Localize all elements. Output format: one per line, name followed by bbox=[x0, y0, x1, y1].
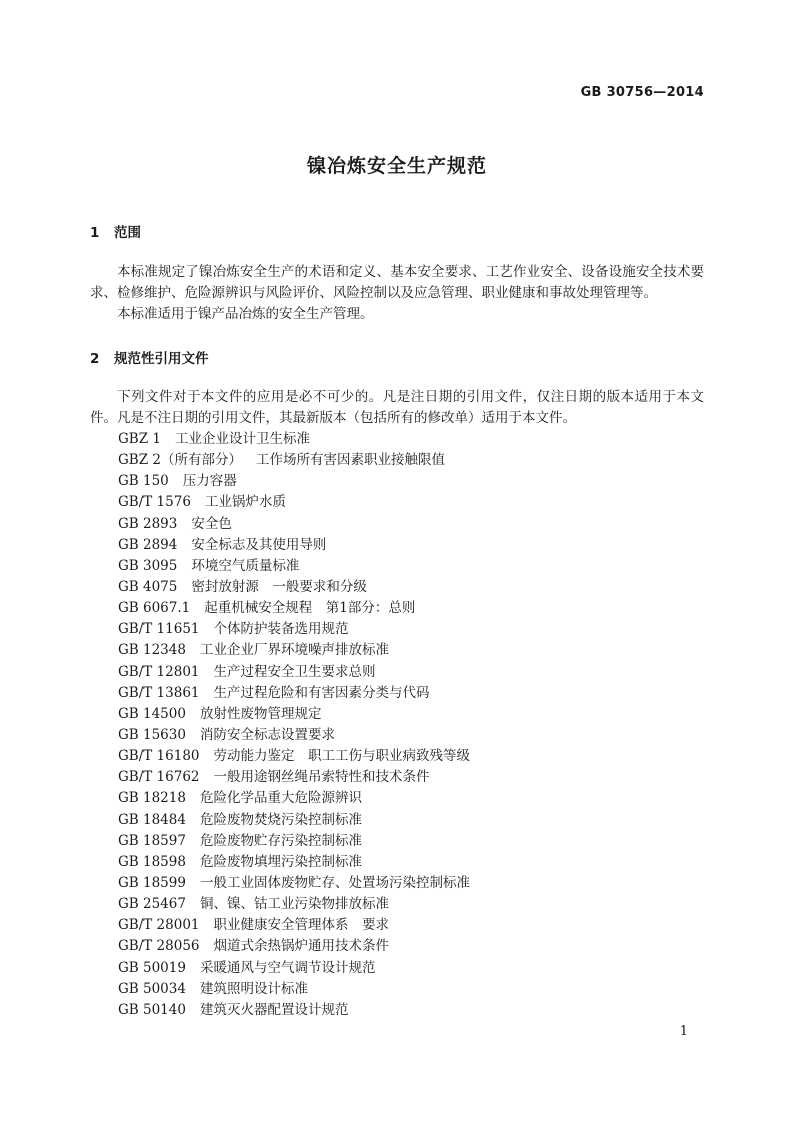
reference-title: 烟道式余热锅炉通用技术条件 bbox=[213, 938, 389, 955]
reference-code: GB 18484 bbox=[118, 811, 186, 828]
reference-title: 工业企业厂界环境噪声排放标准 bbox=[199, 642, 389, 659]
reference-item bbox=[118, 1000, 470, 1021]
reference-item bbox=[118, 873, 470, 894]
reference-title: 危险废物填埋污染控制标准 bbox=[199, 853, 362, 870]
reference-code: GB 2894 bbox=[118, 536, 178, 553]
reference-code: GB/T 16762 bbox=[118, 769, 200, 786]
reference-title: 工业企业设计卫生标准 bbox=[174, 431, 310, 447]
reference-item bbox=[118, 894, 470, 915]
standard-number: GB 30756—2014 bbox=[580, 85, 704, 100]
reference-code: GB 12348 bbox=[118, 642, 186, 659]
reference-item bbox=[118, 619, 470, 640]
reference-code: GBZ 1 bbox=[118, 431, 161, 447]
reference-title: 劳动能力鉴定 职工工伤与职业病致残等级 bbox=[213, 748, 470, 765]
reference-item bbox=[118, 810, 470, 831]
reference-code: GB/T 1576 bbox=[118, 494, 191, 511]
reference-code: GB 18597 bbox=[118, 832, 186, 849]
reference-code: GB 150 bbox=[118, 473, 169, 490]
reference-item bbox=[118, 746, 470, 767]
reference-title: 个体防护装备选用规范 bbox=[213, 621, 349, 638]
page-number: 1 bbox=[679, 1024, 688, 1039]
reference-item bbox=[118, 556, 470, 577]
reference-code: GBZ 2（所有部分） bbox=[118, 452, 242, 469]
reference-title: 工作场所有害因素职业接触限值 bbox=[255, 452, 445, 469]
reference-code: GB 3095 bbox=[118, 557, 178, 574]
reference-item bbox=[118, 492, 470, 513]
reference-code: GB/T 28056 bbox=[118, 938, 200, 955]
reference-item bbox=[118, 662, 470, 683]
section-heading-scope bbox=[90, 221, 141, 241]
section-title: 规范性引用文件 bbox=[114, 351, 209, 367]
reference-item bbox=[118, 979, 470, 1000]
section-number: 2 bbox=[90, 351, 100, 367]
reference-title: 铜、镍、钴工业污染物排放标准 bbox=[199, 896, 389, 913]
reference-item bbox=[118, 683, 470, 704]
scope-paragraph: 本标准适用于镍产品冶炼的安全生产管理。 bbox=[117, 306, 374, 322]
reference-item bbox=[118, 450, 470, 471]
reference-title: 危险化学品重大危险源辨识 bbox=[199, 790, 362, 807]
reference-code: GB 2893 bbox=[118, 515, 178, 532]
reference-code: GB/T 12801 bbox=[118, 663, 200, 680]
reference-title: 建筑灭火器配置设计规范 bbox=[199, 1001, 349, 1018]
reference-item bbox=[118, 788, 470, 809]
reference-title: 采暖通风与空气调节设计规范 bbox=[199, 959, 376, 976]
reference-code: GB 4075 bbox=[118, 578, 178, 595]
reference-code: GB 6067.1 bbox=[118, 600, 191, 617]
reference-code: GB/T 28001 bbox=[118, 917, 200, 934]
reference-item bbox=[118, 831, 470, 852]
reference-code: GB 25467 bbox=[118, 896, 186, 913]
reference-title: 密封放射源 一般要求和分级 bbox=[191, 578, 367, 595]
reference-title: 危险废物焚烧污染控制标准 bbox=[199, 811, 362, 828]
reference-code: GB 50140 bbox=[118, 1001, 186, 1018]
reference-item bbox=[118, 598, 470, 619]
section-heading-normative-references bbox=[90, 347, 209, 367]
reference-item bbox=[118, 577, 470, 598]
reference-item bbox=[118, 471, 470, 492]
reference-code: GB 18598 bbox=[118, 853, 186, 870]
document-title: 镍冶炼安全生产规范 bbox=[306, 155, 487, 177]
scope-paragraph: 本标准规定了镍冶炼安全生产的术语和定义、基本安全要求、工艺作业安全、设备设施安全技术要求、检修维护、危险源辨识与风险评价、风险控制以及应急管理、职业健康和事故处理管理等。 bbox=[90, 264, 704, 301]
reference-title: 起重机械安全规程 第1部分：总则 bbox=[204, 600, 416, 617]
reference-item bbox=[118, 915, 470, 936]
references-intro-paragraph: 下列文件对于本文件的应用是必不可少的。凡是注日期的引用文件，仅注日期的版本适用于本文件。凡是不注日期的引用文件，其最新版本（包括所有的修改单）适用于本文件。 bbox=[90, 389, 704, 426]
reference-item bbox=[118, 852, 470, 873]
reference-item bbox=[118, 535, 470, 556]
reference-title: 消防安全标志设置要求 bbox=[199, 726, 335, 743]
reference-code: GB 18218 bbox=[118, 790, 186, 807]
reference-code: GB 50019 bbox=[118, 959, 186, 976]
reference-code: GB 18599 bbox=[118, 874, 186, 891]
reference-item bbox=[118, 514, 470, 535]
reference-item bbox=[118, 936, 470, 957]
reference-title: 职业健康安全管理体系 要求 bbox=[213, 917, 389, 934]
section-title: 范围 bbox=[114, 225, 141, 241]
reference-title: 安全标志及其使用导则 bbox=[191, 536, 327, 553]
reference-code: GB 50034 bbox=[118, 980, 186, 997]
reference-code: GB 14500 bbox=[118, 705, 186, 722]
reference-code: GB/T 13861 bbox=[118, 684, 200, 701]
reference-title: 生产过程危险和有害因素分类与代码 bbox=[213, 684, 430, 701]
section-number: 1 bbox=[90, 225, 100, 241]
reference-item bbox=[118, 767, 470, 788]
reference-code: GB/T 16180 bbox=[118, 748, 200, 765]
reference-item bbox=[118, 429, 470, 450]
reference-title: 一般用途钢丝绳吊索特性和技术条件 bbox=[213, 769, 430, 786]
reference-title: 建筑照明设计标准 bbox=[199, 980, 308, 997]
reference-list bbox=[118, 429, 470, 1021]
reference-title: 环境空气质量标准 bbox=[191, 557, 300, 574]
reference-title: 放射性废物管理规定 bbox=[199, 705, 322, 722]
reference-title: 生产过程安全卫生要求总则 bbox=[213, 663, 376, 680]
reference-code: GB/T 11651 bbox=[118, 621, 200, 638]
reference-title: 安全色 bbox=[191, 515, 232, 532]
reference-item bbox=[118, 958, 470, 979]
reference-title: 压力容器 bbox=[182, 473, 237, 490]
reference-item bbox=[118, 640, 470, 661]
reference-title: 一般工业固体废物贮存、处置场污染控制标准 bbox=[199, 874, 470, 891]
reference-item bbox=[118, 725, 470, 746]
reference-code: GB 15630 bbox=[118, 726, 186, 743]
reference-item bbox=[118, 704, 470, 725]
reference-title: 工业锅炉水质 bbox=[204, 494, 286, 511]
reference-title: 危险废物贮存污染控制标准 bbox=[199, 832, 362, 849]
